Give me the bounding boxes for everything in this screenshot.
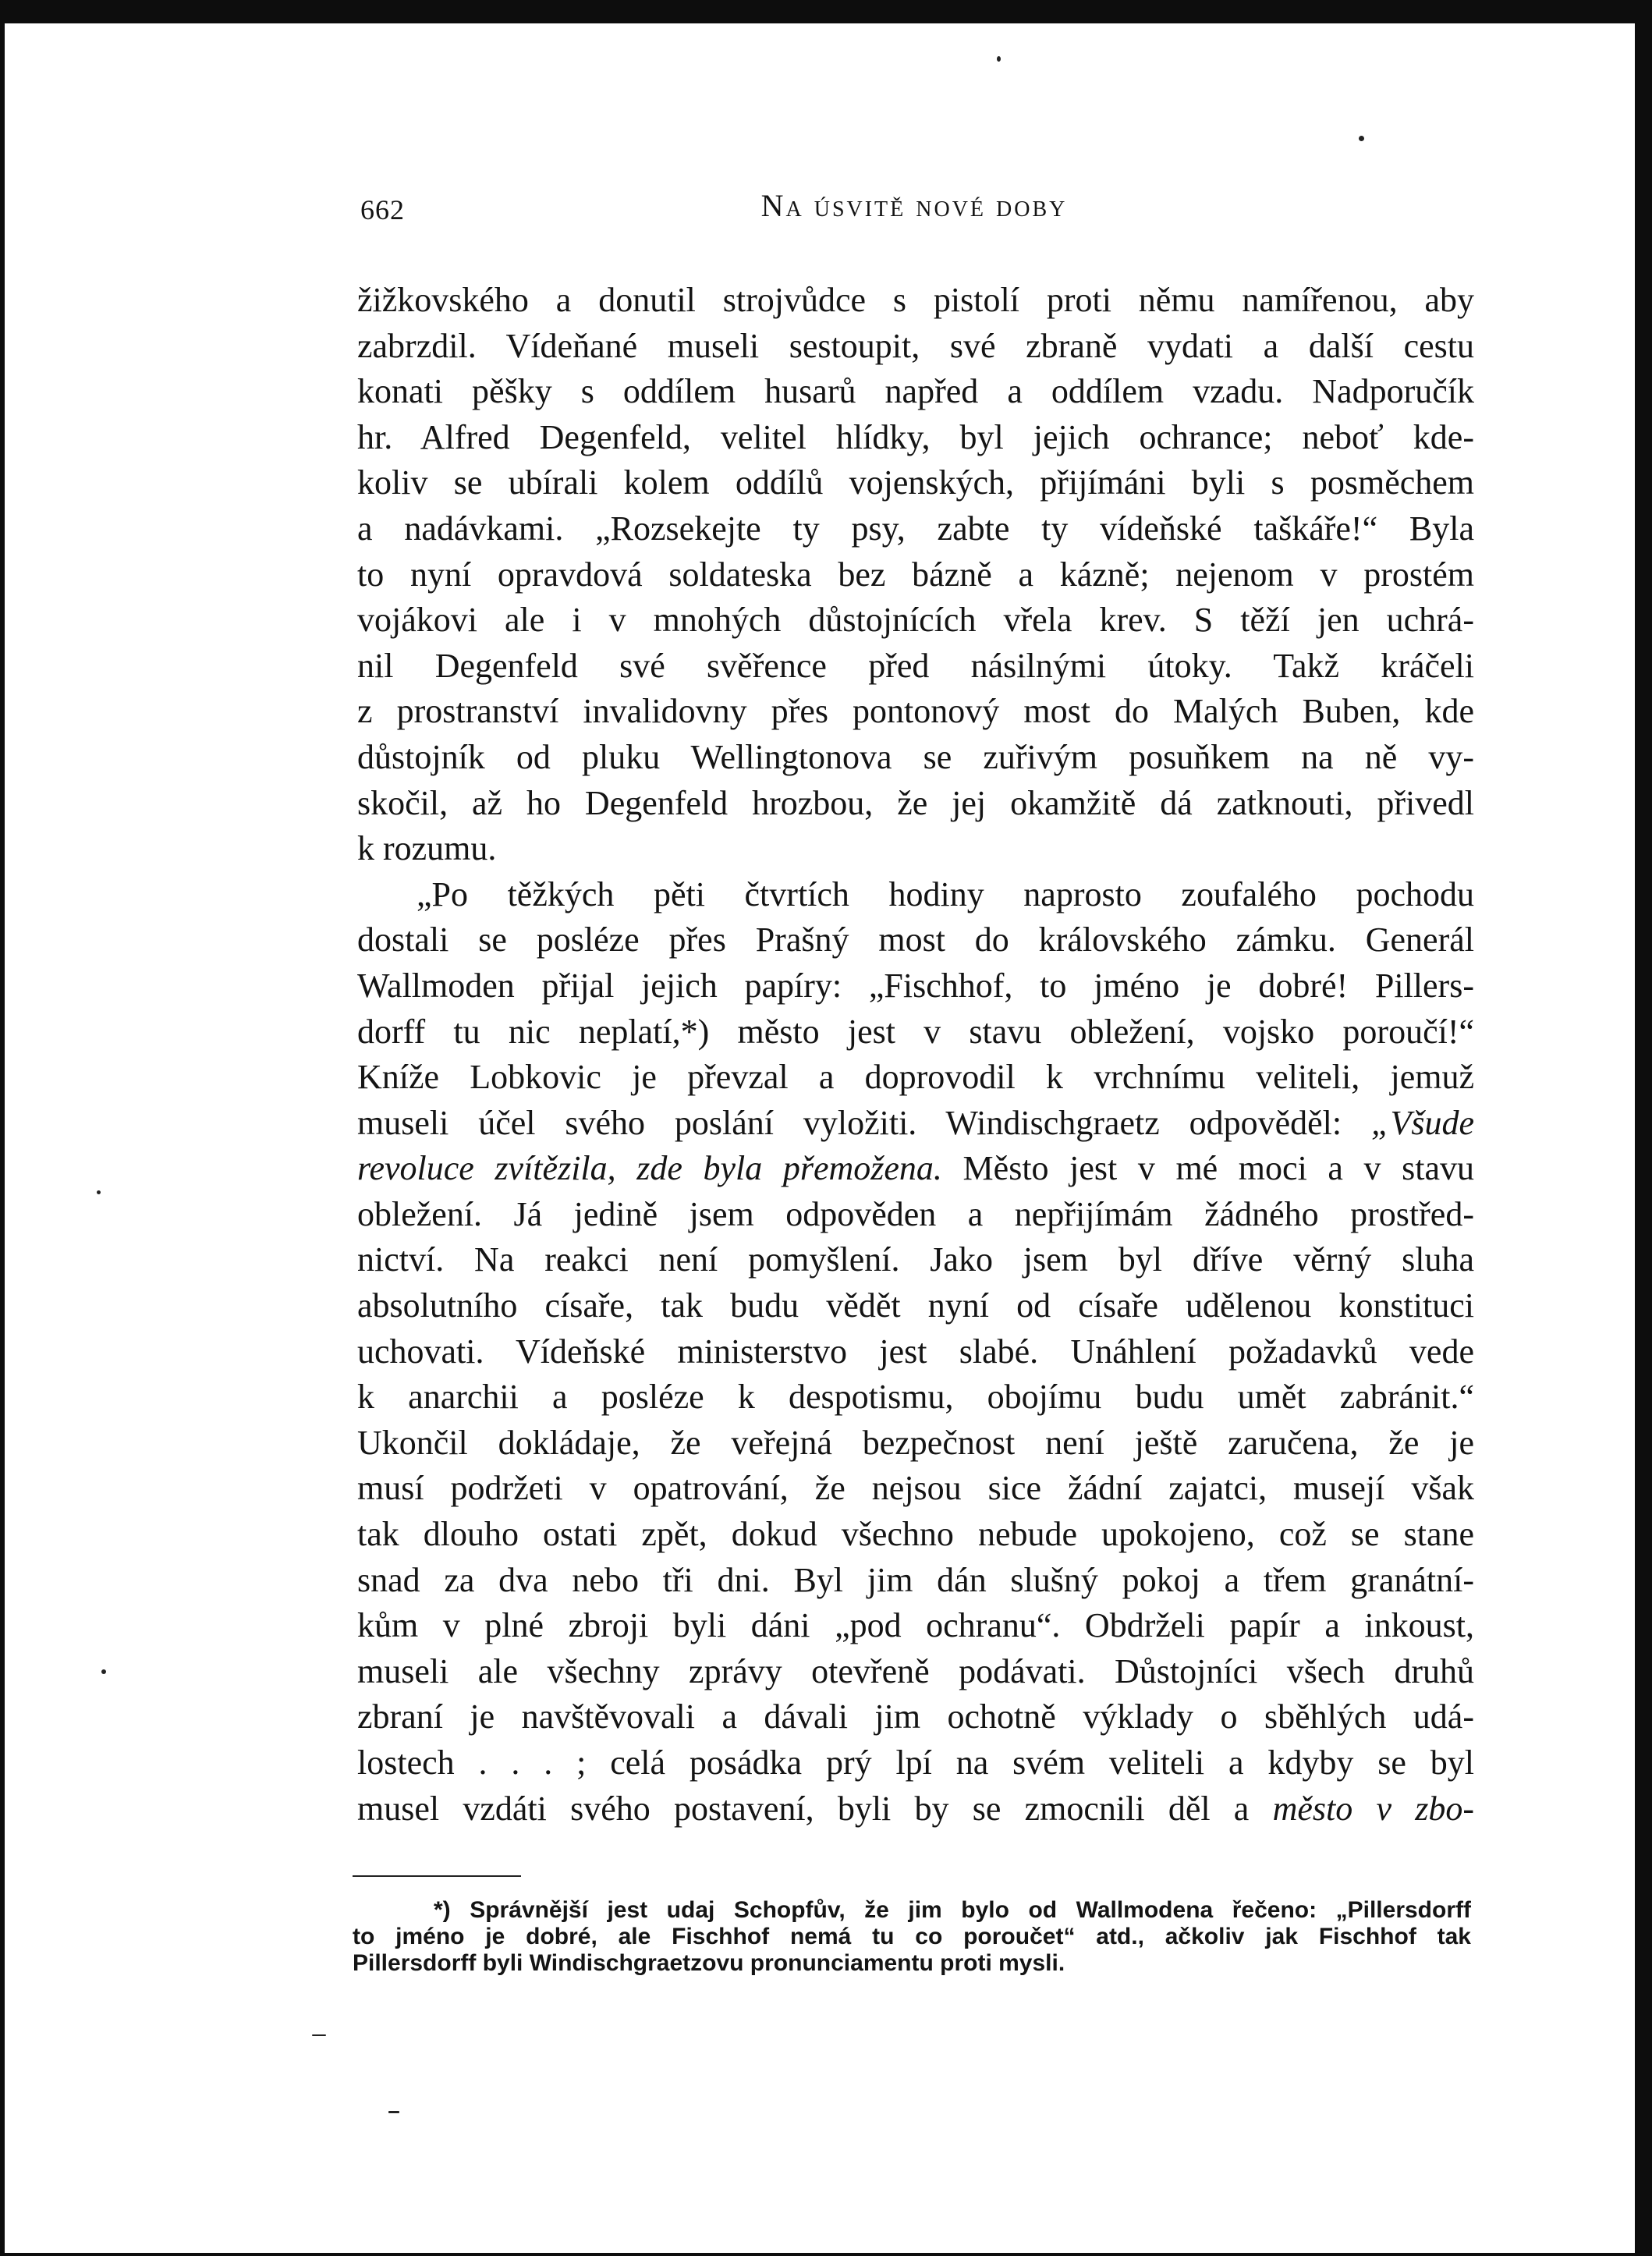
scan-speck bbox=[388, 2111, 399, 2113]
text-line: skočil, až ho Degenfeld hrozbou, že jej okamžitě dá zatknouti, přivedl bbox=[357, 783, 1474, 822]
text-line: důstojník od pluku Wellingtonova se zuřivým posuňkem na ně vy- bbox=[357, 737, 1474, 776]
text-line bbox=[357, 1786, 1474, 1832]
text-line: nil Degenfeld své svěřence před násilnými útoky. Takž kráčeli bbox=[357, 646, 1474, 685]
text-line: absolutního císaře, tak budu vědět nyní od císaře udělenou konstituci bbox=[357, 1286, 1474, 1325]
text-line: zabrzdil. Vídeňané museli sestoupit, své zbraně vydati a další cestu bbox=[357, 326, 1474, 365]
italic-quote: revoluce zvítězila, zde byla přemožena. bbox=[357, 1149, 942, 1188]
scan-speck bbox=[997, 56, 1001, 62]
text-line: zbraní je navštěvovali a dávali jim ochotně výklady o sběhlých udá- bbox=[357, 1697, 1474, 1736]
body-text bbox=[357, 278, 1474, 1832]
paragraph-start-line: „Po těžkých pěti čtvrtích hodiny naprosto zoufalého pochodu bbox=[417, 874, 1474, 913]
text-line: museli ale všechny zprávy otevřeně podávati. Důstojníci všech druhů bbox=[357, 1651, 1474, 1690]
text-line: lostech . . . ; celá posádka prý lpí na svém veliteli a kdyby se byl bbox=[357, 1743, 1474, 1782]
italic-quote: „Všude bbox=[1371, 1103, 1474, 1142]
scan-speck bbox=[312, 2034, 326, 2036]
footnote-divider bbox=[353, 1875, 521, 1877]
text-line: a nadávkami. „Rozsekejte ty psy, zabte ty vídeňské taškáře!“ Byla bbox=[357, 509, 1474, 548]
text-line: kům v plné zbroji byli dáni „pod ochranu“. Obdrželi papír a inkoust, bbox=[357, 1606, 1474, 1645]
text-line: koliv se ubírali kolem oddílů vojenských, přijímáni byli s posměchem bbox=[357, 463, 1474, 502]
scan-border-top bbox=[0, 0, 1652, 23]
text-line: hr. Alfred Degenfeld, velitel hlídky, byl jejich ochrance; neboť kde- bbox=[357, 417, 1474, 456]
text-line: k anarchii a posléze k despotismu, obojímu budu umět zabránit.“ bbox=[357, 1378, 1474, 1417]
text-line: dorff tu nic neplatí,*) město jest v stavu obležení, vojsko poroučí!“ bbox=[357, 1012, 1474, 1051]
running-head bbox=[360, 187, 1468, 234]
page-number: 662 bbox=[360, 194, 405, 225]
text-line: Ukončil dokládaje, že veřejná bezpečnost není ještě zaručena, že je bbox=[357, 1423, 1474, 1462]
text-line: tak dlouho ostati zpět, dokud všechno nebude upokojeno, což se stane bbox=[357, 1515, 1474, 1554]
text-line: Wallmoden přijal jejich papíry: „Fischhof, to jméno je dobré! Pillers- bbox=[357, 966, 1474, 1005]
text-line: vojákovi ale i v mnohých důstojnících vřela krev. S těží jen uchrá- bbox=[357, 601, 1474, 640]
footnote-line: to jméno je dobré, ale Fischhof nemá tu co poroučet“ atd., ačkoliv jak Fischhof tak bbox=[353, 1924, 1471, 1949]
text-line: uchovati. Vídeňské ministerstvo jest slabé. Unáhlení požadavků vede bbox=[357, 1332, 1474, 1371]
text-line: žižkovského a donutil strojvůdce s pistolí proti němu namířenou, aby bbox=[357, 281, 1474, 319]
text-line: snad za dva nebo tři dni. Byl jim dán slušný pokoj a třem granátní- bbox=[357, 1560, 1474, 1599]
text-segment: museli účel svého poslání vyložiti. Windischgraetz odpověděl: bbox=[357, 1103, 1342, 1142]
text-line bbox=[357, 1146, 1474, 1192]
text-segment: musel vzdáti svého postavení, byli by se zmocnili děl a bbox=[357, 1789, 1250, 1828]
text-line: dostali se posléze přes Prašný most do královského zámku. Generál bbox=[357, 920, 1474, 960]
text-line bbox=[357, 1101, 1474, 1147]
text-line: konati pěšky s oddílem husarů napřed a oddílem vzadu. Nadporučík bbox=[357, 372, 1474, 411]
running-title: Na úsvitě nové doby bbox=[760, 188, 1068, 223]
scan-border-right bbox=[1635, 0, 1652, 2256]
scan-border-left bbox=[0, 0, 5, 2256]
text-line: musí podržeti v opatrování, že nejsou sice žádní zajatci, musejí však bbox=[357, 1469, 1474, 1508]
footnote-line: *) Správnější jest udaj Schopfův, že jim bylo od Wallmodena řečeno: „Pillersdorff bbox=[434, 1897, 1471, 1923]
scan-speck bbox=[101, 1669, 106, 1674]
text-line: to nyní opravdová soldateska bez bázně a kázně; nejenom v prostém bbox=[357, 555, 1474, 594]
text-line: obležení. Já jedině jsem odpověden a nepřijímám žádného prostřed- bbox=[357, 1194, 1474, 1233]
scan-speck bbox=[1359, 136, 1364, 141]
footnote-line: Pillersdorff byli Windischgraetzovu pronunciamentu proti mysli. bbox=[353, 1950, 1065, 1976]
text-line: z prostranství invalidovny přes pontonový most do Malých Buben, kde bbox=[357, 692, 1474, 731]
text-line: nictví. Na reakci není pomyšlení. Jako jsem byl dříve věrný sluha bbox=[357, 1240, 1474, 1279]
italic-quote: město v zbo- bbox=[1272, 1789, 1474, 1828]
text-line: k rozumu. bbox=[357, 829, 497, 868]
footnote bbox=[353, 1897, 1471, 1977]
text-segment: Město jest v mé moci a v stavu bbox=[962, 1149, 1474, 1188]
scan-speck bbox=[97, 1190, 101, 1194]
scan-border-bottom bbox=[0, 2253, 1652, 2256]
text-line: Kníže Lobkovic je převzal a doprovodil k vrchnímu veliteli, jemuž bbox=[357, 1058, 1474, 1097]
